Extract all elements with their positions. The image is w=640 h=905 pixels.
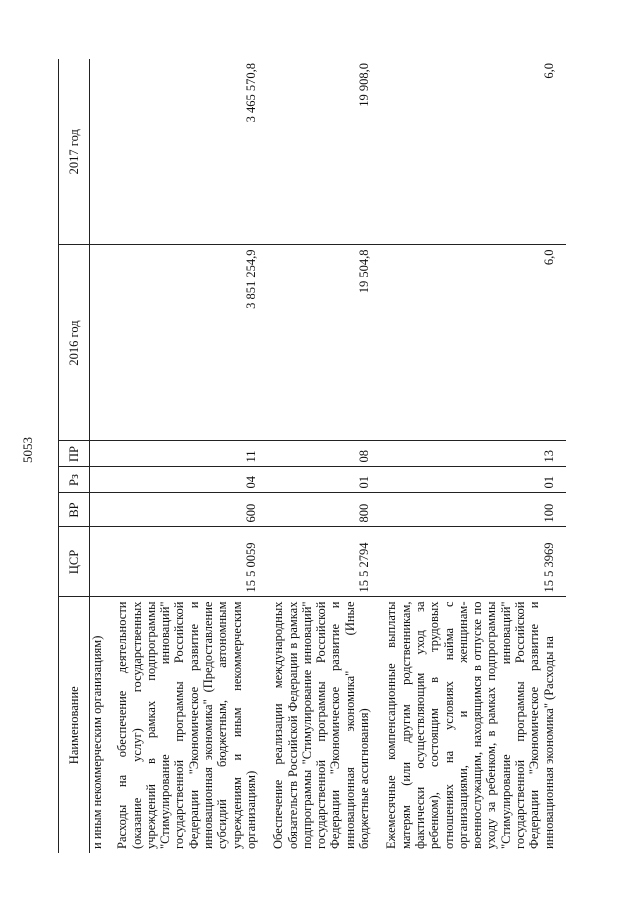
header-name: Наименование [59, 597, 90, 853]
header-csr: ЦСР [59, 527, 90, 597]
row-pr: 13 [381, 441, 566, 467]
continuation-text: и иным некоммерческим организациям) [90, 597, 113, 853]
row-csr: 15 5 0059 [112, 527, 268, 597]
row-rz: 01 [268, 467, 381, 493]
header-row [59, 59, 90, 853]
header-2017: 2017 год [59, 59, 90, 245]
budget-table [58, 59, 566, 853]
row-2016: 6,0 [381, 245, 566, 441]
header-rz: Рз [59, 467, 90, 493]
row-vr: 800 [268, 493, 381, 527]
row-2016: 19 504,8 [268, 245, 381, 441]
row-vr: 600 [112, 493, 268, 527]
row-name: Обеспечение реализации международных обязательств Российской Федерации в рамках подпрограммы "Стимулирование инноваций" государственной программы Российской Федерации "Экономическое развитие и инновационная экономика" (Иные бюджетные ассигнования) [268, 597, 381, 853]
continuation-row [90, 59, 113, 853]
table-row [112, 59, 268, 853]
row-2017: 6,0 [381, 59, 566, 245]
row-vr: 100 [381, 493, 566, 527]
table-row [381, 59, 566, 853]
header-vr: ВР [59, 493, 90, 527]
row-pr: 11 [112, 441, 268, 467]
row-pr: 08 [268, 441, 381, 467]
row-rz: 01 [381, 467, 566, 493]
page-number: 5053 [20, 437, 35, 463]
row-name: Ежемесячные компенсационные выплаты матерям (или другим родственникам, фактически осуществляющим уход за ребенком), состоящим в трудовых отношениях на условиях найма с организациями, и женщинам-военнослужащим, находящимся в отпуске по уходу за ребенком, в рамках подпрограммы "Стимулирование инноваций" государственной программы Российской Федерации "Экономическое развитие и инновационная экономика" (Расходы на [381, 597, 566, 853]
row-2017: 19 908,0 [268, 59, 381, 245]
row-2017: 3 465 570,8 [112, 59, 268, 245]
row-csr: 15 5 2794 [268, 527, 381, 597]
row-2016: 3 851 254,9 [112, 245, 268, 441]
row-rz: 04 [112, 467, 268, 493]
header-pr: ПР [59, 441, 90, 467]
header-2016: 2016 год [59, 245, 90, 441]
row-csr: 15 5 3969 [381, 527, 566, 597]
table-row [268, 59, 381, 853]
row-name: Расходы на обеспечение деятельности (оказание услуг) государственных учреждений в рамках подпрограммы "Стимулирование инноваций" государственной программы Российской Федерации "Экономическое развитие и инновационная экономика" (Предоставление субсидий бюджетным, автономным учреждениям и иным некоммерческим организациям) [112, 597, 268, 853]
